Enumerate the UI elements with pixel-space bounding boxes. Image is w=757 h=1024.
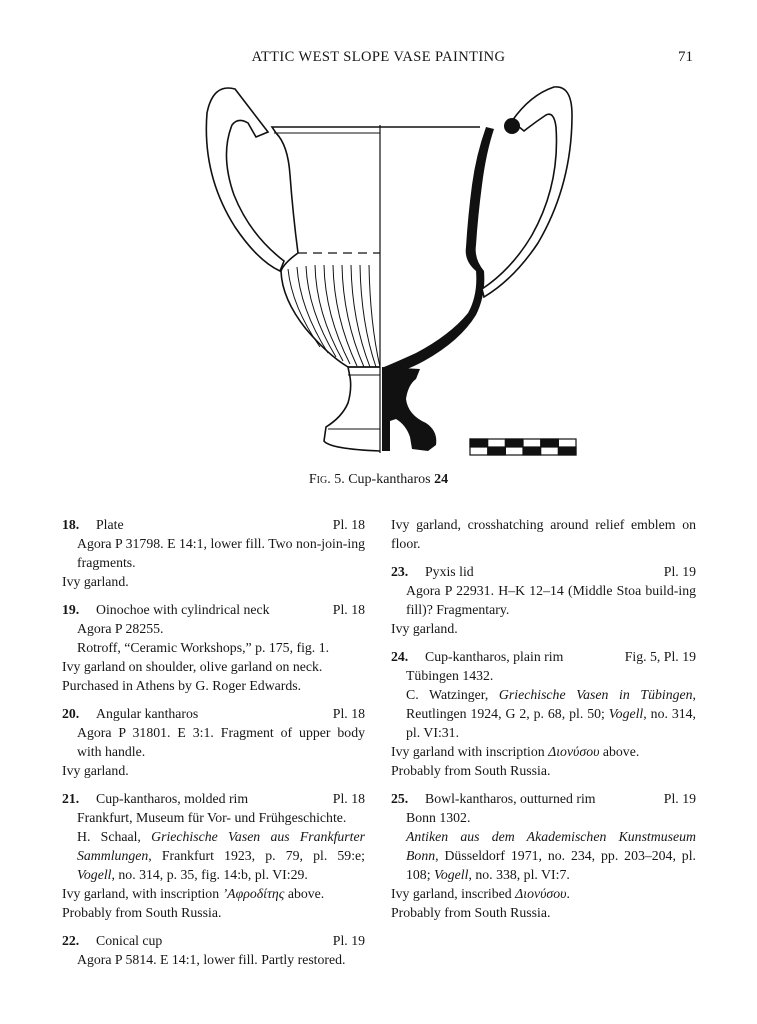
caption-number: 24	[434, 472, 449, 487]
plate-ref: Fig. 5, Pl. 19	[624, 649, 696, 664]
entry-number: 23.	[391, 564, 409, 579]
vase-foot-left	[324, 367, 380, 451]
entry-title: Angular kantharos	[96, 706, 199, 721]
greek-inscription: Διονύσου	[515, 886, 567, 901]
plate-ref: Pl. 18	[332, 791, 365, 806]
entry-title: Cup-kantharos, molded rim	[96, 791, 249, 806]
caption-prefix: Fig.	[308, 472, 331, 487]
entry-title: Oinochoe with cylindrical neck	[96, 602, 270, 617]
catalogue-entry-18	[62, 515, 365, 591]
running-title: ATTIC WEST SLOPE VASE PAINTING	[251, 49, 506, 65]
entry-number: 24.	[391, 649, 409, 664]
cup-kantharos-drawing	[180, 85, 600, 465]
catalogue-entry-22-continued	[391, 515, 696, 553]
entry-provenance: Probably from South Russia.	[62, 905, 222, 920]
entry-provenance: Probably from South Russia.	[391, 763, 551, 778]
entry-reference: Frankfurt, Museum für Vor- und Frühgeschichte.	[77, 810, 347, 825]
catalogue-entry-23	[391, 562, 696, 638]
catalogue-entry-25	[391, 789, 696, 922]
catalogue-entry-19	[62, 600, 365, 695]
catalogue-entry-24	[391, 647, 696, 780]
entry-reference: Bonn 1302.	[406, 810, 471, 825]
plate-ref: Pl. 19	[663, 564, 696, 579]
entry-provenance: Purchased in Athens by G. Roger Edwards.	[62, 678, 302, 693]
scale-bar	[470, 439, 576, 455]
entry-number: 22.	[62, 933, 80, 948]
entry-number: 19.	[62, 602, 80, 617]
entry-title: Pyxis lid	[425, 564, 474, 579]
plate-ref: Pl. 19	[663, 791, 696, 806]
entry-bibliography: Rotroff, “Ceramic Workshops,” p. 175, fig. 1.	[77, 640, 330, 655]
entry-reference: Agora P 28255.	[77, 621, 164, 636]
entry-provenance: Probably from South Russia.	[391, 905, 551, 920]
vase-left-profile	[272, 127, 380, 367]
figure-caption	[0, 472, 757, 488]
handle-stub	[504, 118, 520, 134]
entry-description: Ivy garland on shoulder, olive garland on neck.	[62, 659, 323, 674]
catalogue-entry-20	[62, 704, 365, 780]
vase-figure	[180, 85, 600, 465]
entry-description: Ivy garland, with inscription ’Αφροδίτης above.	[62, 886, 325, 901]
plate-ref: Pl. 18	[332, 706, 365, 721]
caption-text: 5. Cup-kantharos	[330, 472, 435, 487]
entry-reference: Agora P 31801. E 3:1. Fragment of upper body with handle.	[77, 725, 365, 759]
entry-bibliography: Antiken aus dem Akademischen Kunstmuseum Bonn, Düsseldorf 1971, no. 234, pp. 203–204, pl. 108; Vogell, no. 338, pl. VI:7.	[406, 829, 696, 882]
right-column	[391, 515, 696, 931]
entry-reference: Tübingen 1432.	[406, 668, 494, 683]
entry-description: Ivy garland.	[62, 574, 129, 589]
greek-inscription: Διονύσου	[548, 744, 600, 759]
entry-number: 25.	[391, 791, 409, 806]
entry-number: 18.	[62, 517, 80, 532]
entry-number: 20.	[62, 706, 80, 721]
entry-reference: Agora P 22931. H–K 12–14 (Middle Stoa build-ing fill)? Fragmentary.	[406, 583, 696, 617]
entry-description: Ivy garland.	[62, 763, 129, 778]
page-number: 71	[678, 49, 693, 65]
running-head	[0, 49, 757, 69]
entry-number: 21.	[62, 791, 80, 806]
fluting	[288, 265, 380, 367]
entry-description: Ivy garland with inscription Διονύσου above.	[391, 744, 640, 759]
entry-title: Cup-kantharos, plain rim	[425, 649, 564, 664]
vase-foot-right	[382, 367, 436, 451]
entry-bibliography: H. Schaal, Griechische Vasen aus Frankfurter Sammlungen, Frankfurt 1923, p. 79, pl. 59:e; Vogell, no. 314, p. 35, fig. 14:b, pl. VI:29.	[77, 829, 365, 882]
vase-right-section	[384, 127, 494, 375]
entry-title: Bowl-kantharos, outturned rim	[425, 791, 596, 806]
plate-ref: Pl. 18	[332, 517, 365, 532]
left-column	[62, 515, 365, 978]
catalogue-entry-21	[62, 789, 365, 922]
catalogue-entry-22	[62, 931, 365, 969]
entry-description: Ivy garland.	[391, 621, 458, 636]
entry-reference: Agora P 31798. E 14:1, lower fill. Two non-join-ing fragments.	[77, 536, 365, 570]
right-handle	[482, 87, 572, 297]
left-handle	[206, 88, 284, 271]
greek-inscription: ’Αφροδίτης	[222, 886, 285, 901]
entry-reference: Agora P 5814. E 14:1, lower fill. Partly restored.	[77, 952, 346, 967]
entry-title: Plate	[96, 517, 124, 532]
entry-title: Conical cup	[96, 933, 163, 948]
entry-description: Ivy garland, crosshatching around relief emblem on floor.	[391, 517, 696, 551]
entry-description: Ivy garland, inscribed Διονύσου.	[391, 886, 570, 901]
plate-ref: Pl. 19	[332, 933, 365, 948]
entry-bibliography: C. Watzinger, Griechische Vasen in Tübingen, Reutlingen 1924, G 2, p. 68, pl. 50; Vogell, no. 314, pl. VI:31.	[406, 687, 696, 740]
plate-ref: Pl. 18	[332, 602, 365, 617]
